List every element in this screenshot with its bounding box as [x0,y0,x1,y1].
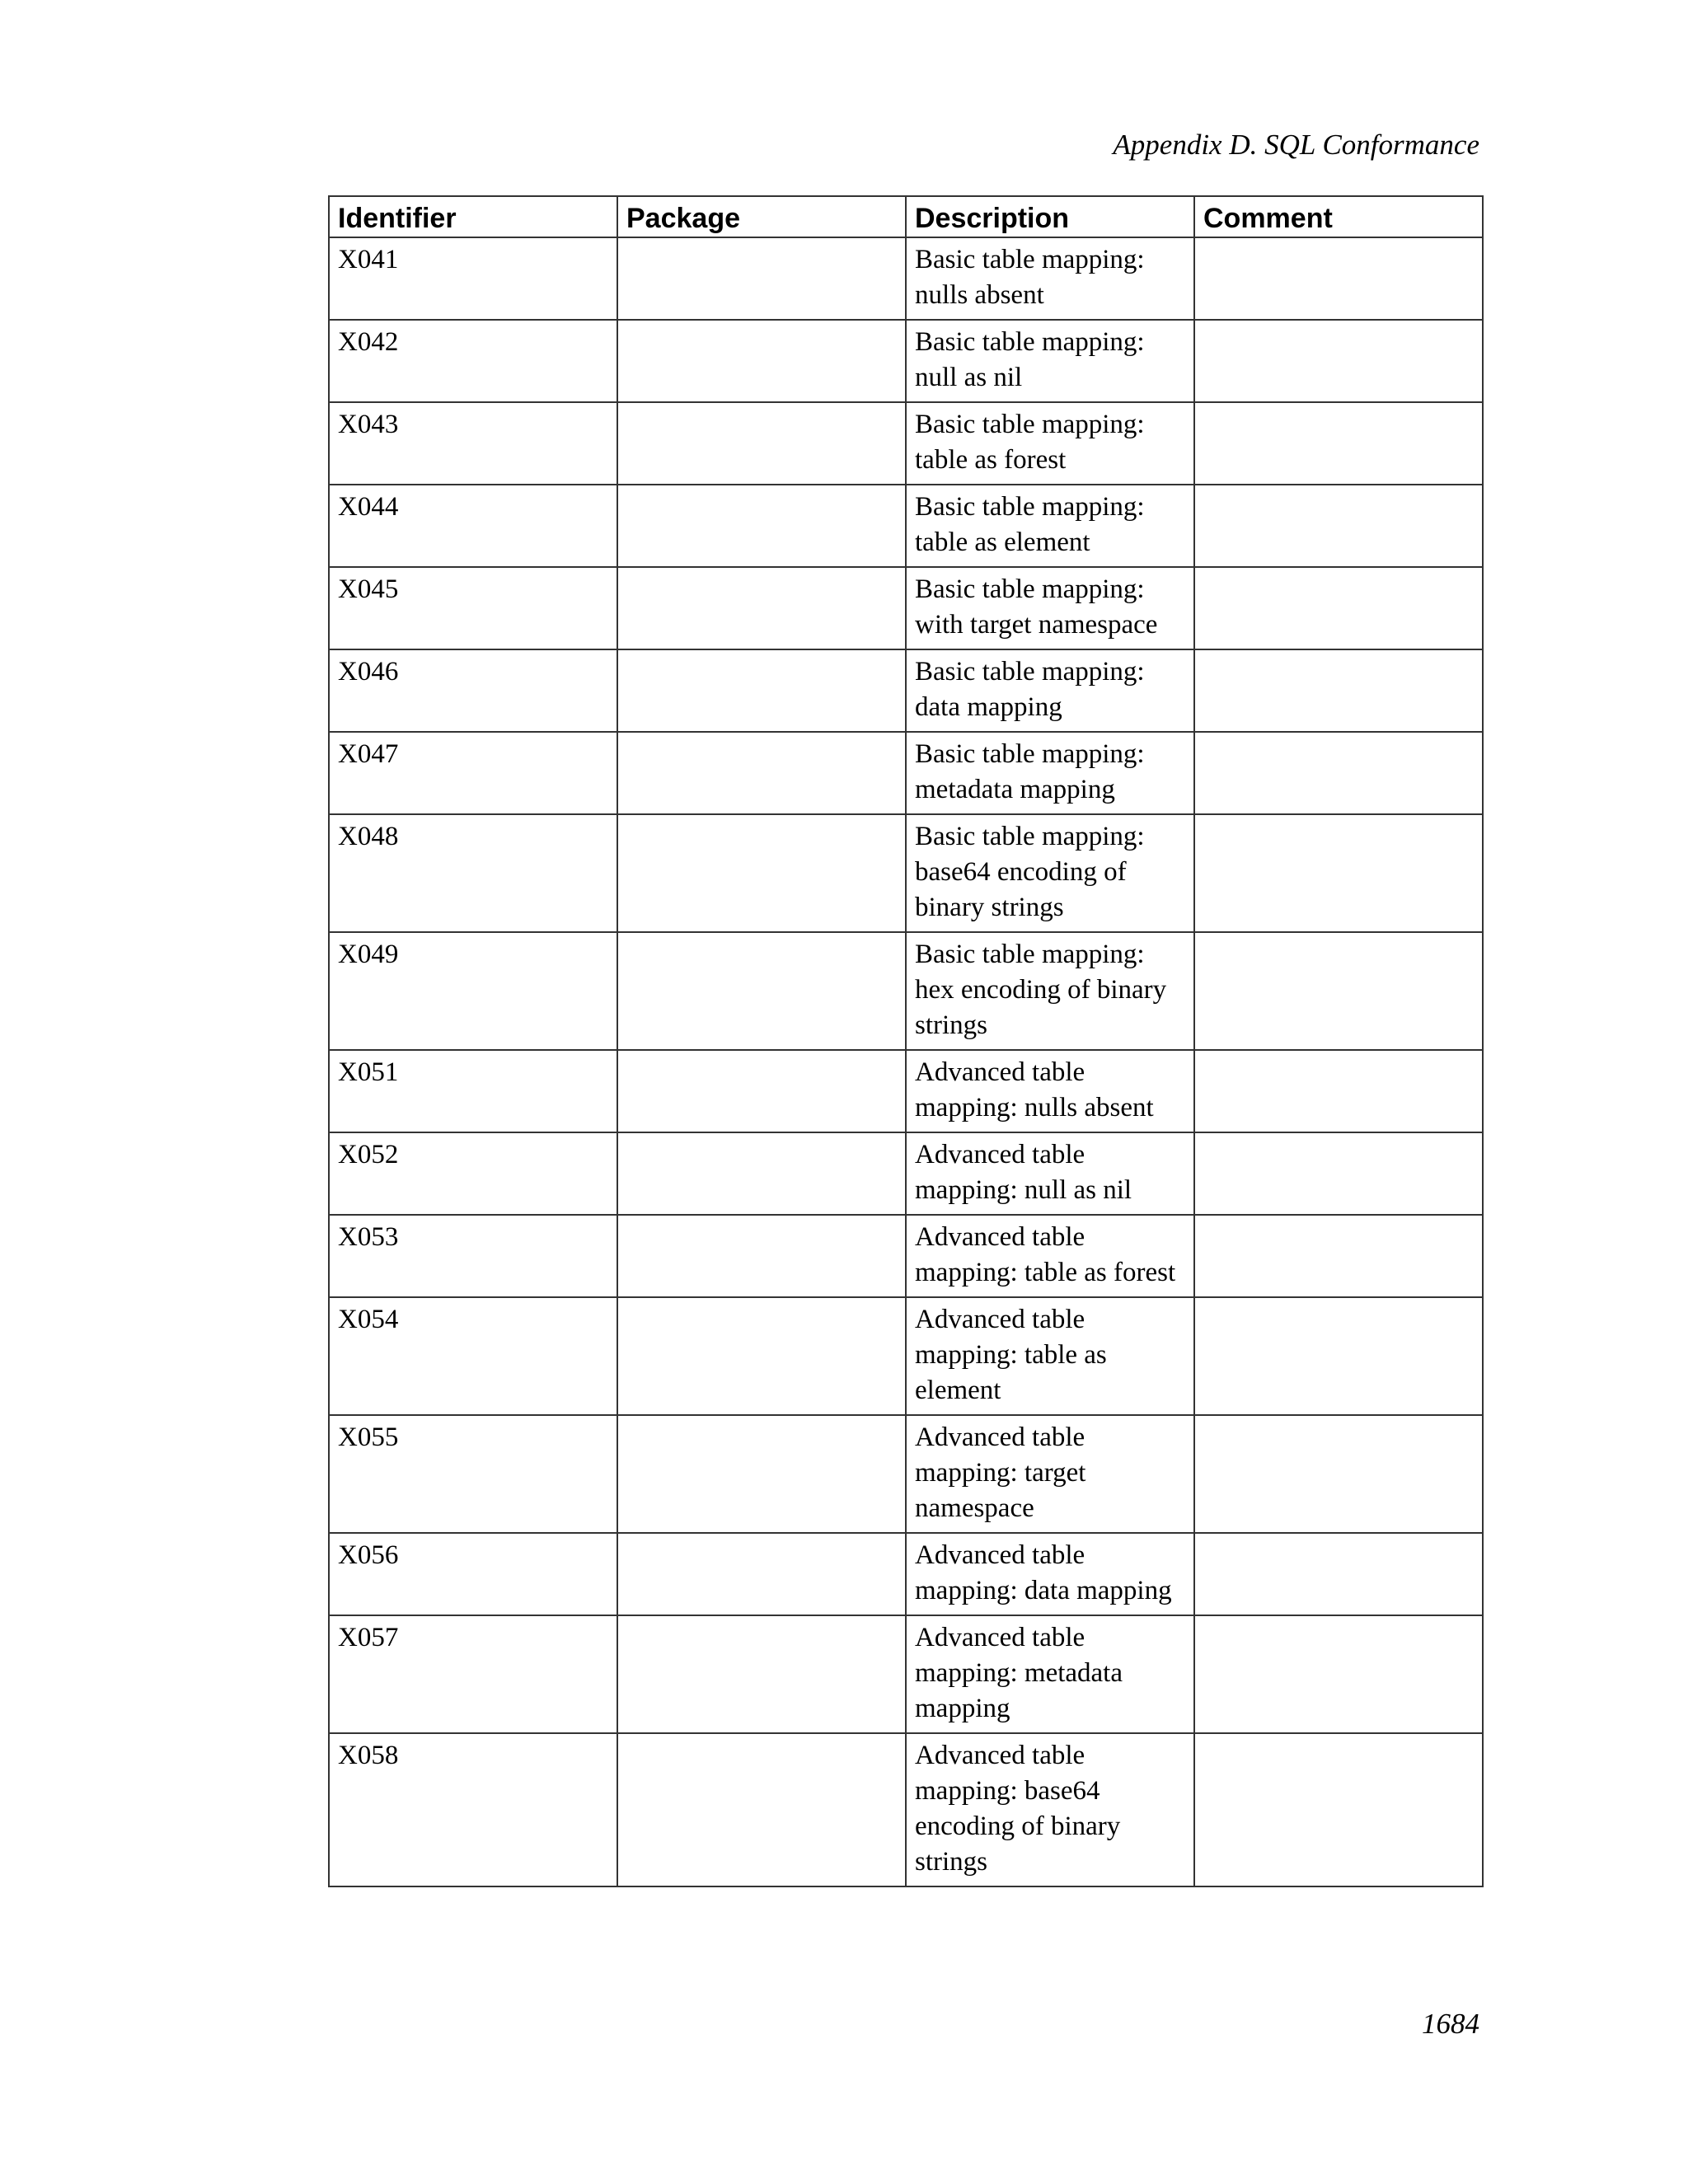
cell-package [617,1297,906,1415]
conformance-table [328,195,1484,1887]
table-row [329,1415,1483,1533]
column-header-comment: Comment [1194,196,1483,237]
cell-description: Advanced table mapping: metadata mapping [906,1615,1194,1733]
cell-description: Basic table mapping: with target namespace [906,567,1194,649]
cell-description: Advanced table mapping: table as forest [906,1215,1194,1297]
cell-identifier: X051 [329,1050,617,1132]
cell-identifier: X044 [329,485,617,567]
table-row [329,320,1483,402]
column-header-description: Description [906,196,1194,237]
cell-comment [1194,649,1483,732]
table-row [329,1132,1483,1215]
cell-description: Advanced table mapping: target namespace [906,1415,1194,1533]
cell-comment [1194,1297,1483,1415]
conformance-table-container [328,195,1482,1887]
table-body [329,237,1483,1886]
cell-comment [1194,1050,1483,1132]
cell-description: Basic table mapping: metadata mapping [906,732,1194,814]
cell-identifier: X058 [329,1733,617,1886]
cell-comment [1194,1733,1483,1886]
cell-package [617,402,906,485]
table-row [329,649,1483,732]
cell-identifier: X043 [329,402,617,485]
cell-description: Basic table mapping: data mapping [906,649,1194,732]
cell-description: Basic table mapping: table as forest [906,402,1194,485]
cell-package [617,1050,906,1132]
cell-comment [1194,732,1483,814]
table-row [329,485,1483,567]
cell-package [617,1733,906,1886]
cell-identifier: X042 [329,320,617,402]
cell-description: Basic table mapping: hex encoding of binary strings [906,932,1194,1050]
page-number: 1684 [1422,2008,1479,2040]
cell-identifier: X052 [329,1132,617,1215]
cell-description: Basic table mapping: table as element [906,485,1194,567]
cell-package [617,649,906,732]
cell-comment [1194,237,1483,320]
cell-package [617,567,906,649]
cell-description: Advanced table mapping: nulls absent [906,1050,1194,1132]
cell-identifier: X047 [329,732,617,814]
cell-description: Advanced table mapping: null as nil [906,1132,1194,1215]
cell-description: Advanced table mapping: table as element [906,1297,1194,1415]
cell-comment [1194,402,1483,485]
table-row [329,732,1483,814]
table-row [329,567,1483,649]
cell-package [617,1132,906,1215]
table-row [329,1050,1483,1132]
cell-identifier: X054 [329,1297,617,1415]
cell-identifier: X049 [329,932,617,1050]
cell-package [617,320,906,402]
cell-description: Basic table mapping: nulls absent [906,237,1194,320]
cell-identifier: X055 [329,1415,617,1533]
table-row [329,1733,1483,1886]
cell-package [617,1215,906,1297]
cell-comment [1194,1215,1483,1297]
table-row [329,932,1483,1050]
cell-description: Advanced table mapping: data mapping [906,1533,1194,1615]
cell-comment [1194,1533,1483,1615]
cell-comment [1194,567,1483,649]
cell-comment [1194,1132,1483,1215]
cell-package [617,814,906,932]
cell-package [617,1533,906,1615]
table-row [329,814,1483,932]
cell-comment [1194,1615,1483,1733]
cell-package [617,732,906,814]
cell-identifier: X048 [329,814,617,932]
cell-package [617,485,906,567]
table-row [329,1615,1483,1733]
cell-description: Advanced table mapping: base64 encoding of binary strings [906,1733,1194,1886]
table-header-row [329,196,1483,237]
cell-comment [1194,932,1483,1050]
table-row [329,1215,1483,1297]
column-header-package: Package [617,196,906,237]
cell-identifier: X056 [329,1533,617,1615]
cell-identifier: X053 [329,1215,617,1297]
cell-identifier: X046 [329,649,617,732]
cell-identifier: X057 [329,1615,617,1733]
cell-package [617,932,906,1050]
table-row [329,237,1483,320]
running-header: Appendix D. SQL Conformance [1113,129,1479,161]
cell-description: Basic table mapping: base64 encoding of binary strings [906,814,1194,932]
table-row [329,402,1483,485]
cell-description: Basic table mapping: null as nil [906,320,1194,402]
cell-comment [1194,320,1483,402]
cell-package [617,1615,906,1733]
cell-identifier: X041 [329,237,617,320]
cell-identifier: X045 [329,567,617,649]
cell-package [617,1415,906,1533]
cell-comment [1194,485,1483,567]
table-row [329,1533,1483,1615]
column-header-identifier: Identifier [329,196,617,237]
cell-comment [1194,1415,1483,1533]
cell-comment [1194,814,1483,932]
cell-package [617,237,906,320]
table-row [329,1297,1483,1415]
